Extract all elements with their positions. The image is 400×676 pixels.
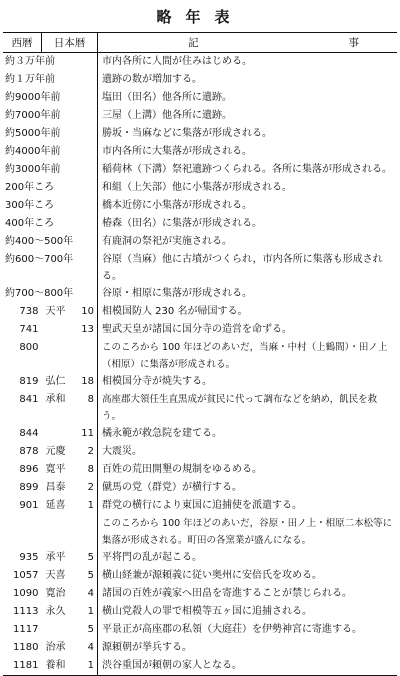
table-row	[3, 479, 397, 497]
era-number-cell: 10	[70, 303, 98, 321]
era-cell	[42, 515, 70, 549]
year-cell: 1090	[13, 588, 39, 599]
event-cell: 和組（上矢部）他に小集落が形成される。	[102, 182, 292, 193]
year-cell: 約700～800年	[3, 285, 98, 303]
year-cell: 300年ころ	[3, 197, 98, 215]
event-cell: 稲荷林（下溝）祭祀遺跡つくられる。各所に集落が形成される。	[102, 164, 392, 175]
event-cell: 平景正が高座郡の私領（大庭荘）を伊勢神宮に寄進する。	[102, 624, 362, 635]
event-cell: このころから 100 年ほどのあいだ，谷原・田ノ上・相原二本松等に集落が形成される。町田の各窯業が盛んになる。	[102, 518, 393, 546]
year-cell: 1117	[13, 624, 39, 635]
year-cell: 844	[19, 428, 39, 439]
era-number-cell	[70, 515, 98, 549]
year-cell: 1181	[3, 657, 42, 676]
table-row	[3, 303, 397, 321]
year-cell: 200年ころ	[3, 179, 98, 197]
table-row	[3, 125, 397, 143]
table-row	[3, 373, 397, 391]
year-cell: 935	[19, 552, 39, 563]
year-cell: 約400～500年	[3, 233, 98, 251]
table-row	[3, 567, 397, 585]
year-cell: 1057	[13, 570, 39, 581]
event-cell: 横山党殺人の罪で相模等五ヶ国に追捕される。	[102, 606, 312, 617]
year-cell: 800	[19, 342, 39, 353]
header-era: 日本暦	[42, 33, 98, 53]
era-cell: 弘仁	[45, 376, 66, 387]
year-cell: 約１万年前	[3, 71, 98, 89]
era-number-cell: 8	[70, 391, 98, 425]
event-cell: 椿森（田名）に集落が形成される。	[102, 218, 262, 229]
era-number-cell: 1	[70, 497, 98, 515]
era-cell: 寛平	[45, 464, 66, 475]
era-cell	[42, 321, 70, 339]
era-cell: 永久	[45, 606, 66, 617]
event-cell: 三屋（上溝）他各所に遺跡。	[102, 110, 232, 121]
header-event	[98, 33, 398, 53]
era-cell: 元慶	[45, 446, 66, 457]
table-row	[3, 143, 397, 161]
era-cell: 治承	[45, 642, 66, 653]
era-number-cell: 1	[70, 657, 98, 676]
era-cell: 承平	[45, 552, 66, 563]
era-cell: 寛治	[45, 588, 66, 599]
era-number-cell: 11	[70, 425, 98, 443]
event-cell: 群党の横行により東国に追捕使を派遣する。	[102, 500, 302, 511]
table-row	[3, 391, 397, 425]
table-row	[3, 285, 397, 303]
era-number-cell: 5	[70, 621, 98, 639]
era-number-cell: 4	[70, 639, 98, 657]
year-cell: 1180	[13, 642, 39, 653]
event-cell: 諸国の百姓が義家へ田畠を寄進することが禁じられる。	[102, 588, 352, 599]
table-row	[3, 321, 397, 339]
table-row	[3, 53, 397, 72]
event-cell: 市内各所に人間が住みはじめる。	[102, 56, 252, 67]
event-cell: 平将門の乱が起こる。	[102, 552, 202, 563]
era-cell: 天平	[45, 306, 66, 317]
event-cell: 相模国分寺が焼失する。	[102, 376, 212, 387]
era-cell: 延喜	[45, 500, 66, 511]
event-cell: 大震災。	[102, 446, 142, 457]
table-row	[3, 603, 397, 621]
event-cell: このころから 100 年ほどのあいだ，当麻・中村（上鶴間）・田ノ上（相原）に集落が形成される。	[102, 342, 388, 370]
era-cell: 養和	[42, 657, 70, 676]
table-row	[3, 461, 397, 479]
table-row	[3, 89, 397, 107]
table-row	[3, 233, 397, 251]
era-number-cell: 8	[70, 461, 98, 479]
era-cell: 昌泰	[45, 482, 66, 493]
year-cell: 841	[19, 394, 39, 405]
chronology-table	[3, 32, 397, 676]
table-row	[3, 251, 397, 285]
event-cell: 橋本近傍に小集落が形成される。	[102, 200, 252, 211]
era-number-cell: 5	[70, 567, 98, 585]
event-cell: 橘永範が救急院を建てる。	[102, 428, 222, 439]
year-cell: 約600～700年	[3, 251, 98, 285]
table-row	[3, 215, 397, 233]
era-cell	[42, 339, 70, 373]
table-row	[3, 497, 397, 515]
table-row	[3, 639, 397, 657]
table-row	[3, 443, 397, 461]
era-number-cell: 13	[70, 321, 98, 339]
table-row	[3, 425, 397, 443]
event-cell: 勝坂・当麻などに集落が形成される。	[102, 128, 272, 139]
table-row	[3, 657, 397, 676]
table-row	[3, 549, 397, 567]
year-cell: 819	[19, 376, 39, 387]
era-number-cell: 18	[70, 373, 98, 391]
era-number-cell: 5	[70, 549, 98, 567]
era-number-cell: 4	[70, 585, 98, 603]
era-cell: 承和	[45, 394, 66, 405]
year-cell: 約9000年前	[3, 89, 98, 107]
year-cell: 1113	[13, 606, 39, 617]
header-event-right: 事	[348, 37, 359, 49]
table-row	[3, 107, 397, 125]
year-cell: 901	[19, 500, 39, 511]
table-row	[3, 515, 397, 549]
year-cell: 738	[19, 306, 39, 317]
era-number-cell: 2	[70, 479, 98, 497]
era-cell	[42, 425, 70, 443]
year-cell: 741	[19, 324, 39, 335]
header-year: 西暦	[3, 33, 42, 53]
table-header	[3, 33, 397, 53]
event-cell: 谷原・相原に集落が形成される。	[102, 288, 252, 299]
year-cell: 896	[19, 464, 39, 475]
era-cell: 天喜	[45, 570, 66, 581]
table-row	[3, 197, 397, 215]
year-cell	[3, 515, 42, 549]
page-title: 略年表	[156, 8, 244, 26]
table-row	[3, 71, 397, 89]
era-number-cell: 2	[70, 443, 98, 461]
event-cell: 市内各所に大集落が形成される。	[102, 146, 252, 157]
year-cell: 約３万年前	[3, 53, 98, 72]
table-body	[3, 53, 397, 676]
year-cell: 約5000年前	[3, 125, 98, 143]
event-cell: 源頼朝が挙兵する。	[102, 642, 192, 653]
event-cell: 谷原（当麻）他に古墳がつくられ，市内各所に集落も形成される。	[102, 254, 383, 282]
event-cell: 塩田（田名）他各所に遺跡。	[102, 92, 232, 103]
table-row	[3, 339, 397, 373]
table-row	[3, 585, 397, 603]
era-number-cell: 1	[70, 603, 98, 621]
table-row	[3, 161, 397, 179]
event-cell: 相模国防人 230 名が帰国する。	[102, 306, 248, 317]
event-cell: 高座郡大領任生直黒成が貧民に代って調布などを納め，飢民を救う。	[102, 394, 378, 422]
event-cell: 聖武天皇が諸国に国分寺の造営を命ずる。	[102, 324, 292, 335]
event-cell: 渋谷重国が頼朝の家人となる。	[98, 657, 398, 676]
year-cell: 約3000年前	[3, 161, 98, 179]
event-cell: 百姓の荒田開墾の規制をゆるめる。	[102, 464, 262, 475]
event-cell: 横山経兼が源頼義に従い奥州に安倍氏を攻める。	[102, 570, 322, 581]
year-cell: 878	[19, 446, 39, 457]
table-row	[3, 179, 397, 197]
year-cell: 約4000年前	[3, 143, 98, 161]
era-number-cell	[70, 339, 98, 373]
year-cell: 899	[19, 482, 39, 493]
event-cell: 有鹿洞の祭祀が実施される。	[102, 236, 232, 247]
year-cell: 400年ころ	[3, 215, 98, 233]
event-cell: 僦馬の党（群党）が横行する。	[102, 482, 242, 493]
header-event-left: 記	[188, 37, 199, 49]
year-cell: 約7000年前	[3, 107, 98, 125]
event-cell: 遺跡の数が増加する。	[102, 74, 202, 85]
